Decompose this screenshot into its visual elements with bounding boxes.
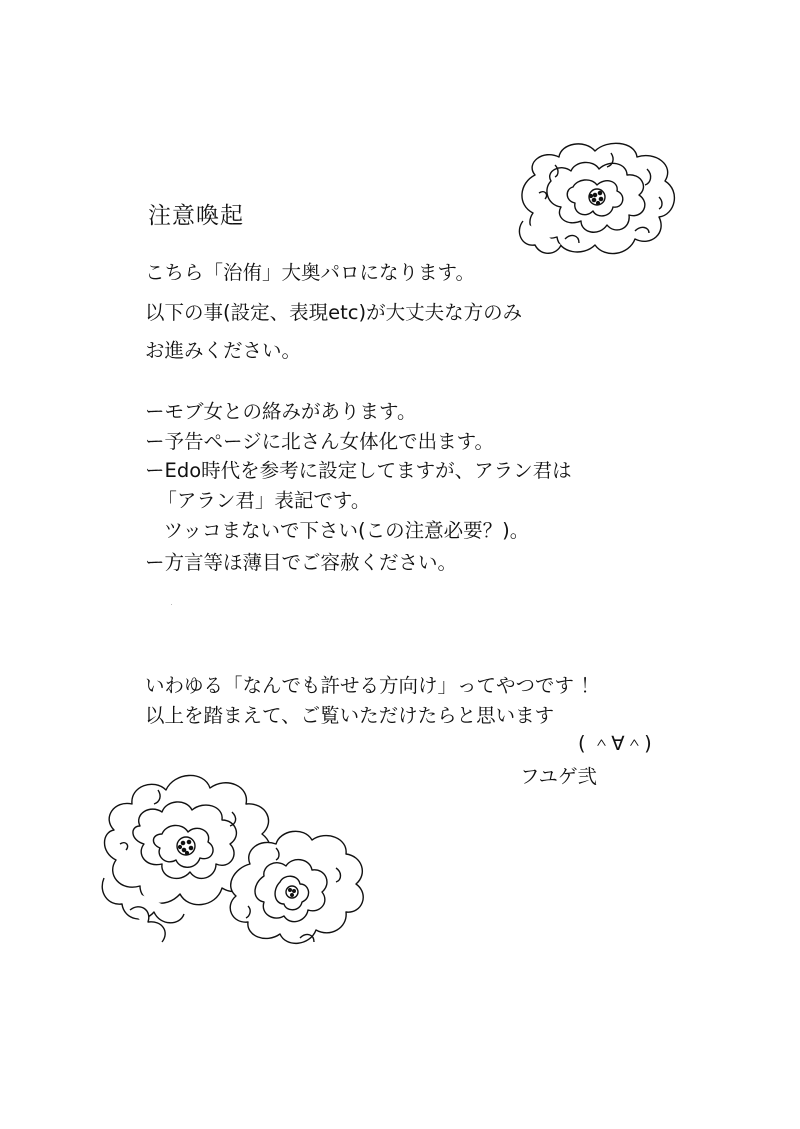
note-line-1: ーモブ女との絡みがあります。 <box>145 400 417 423</box>
page-title: 注意喚起 <box>148 203 244 229</box>
intro-line-3: お進みください。 <box>145 339 302 362</box>
peony-illustration-bottom <box>100 760 390 960</box>
note-line-4: 「アラン君」表記です。 <box>145 489 371 512</box>
scan-speck <box>171 604 172 605</box>
note-line-6: ー方言等ほ薄目でご容赦ください。 <box>145 551 458 574</box>
intro-line-2: 以下の事(設定、表現etc)が大丈夫な方のみ <box>145 301 523 324</box>
note-line-2: ー予告ページに北さん女体化で出ます。 <box>145 430 495 453</box>
peony-illustration-top <box>515 135 685 265</box>
closing-line-1: いわゆる「なんでも許せる方向け」ってやつです ！ <box>145 674 600 697</box>
note-line-3: ーEdo時代を参考に設定してますが、アラン君は <box>145 459 572 482</box>
intro-line-1: こちら「治侑」大奥パロになります。 <box>145 261 475 284</box>
closing-line-2: 以上を踏まえて、ご覧いただけたらと思います <box>145 704 555 727</box>
note-line-5: ツッコまないで下さい(この注意必要？)。 <box>145 519 530 542</box>
author-signature: フユゲ弐 <box>520 765 598 788</box>
emoticon: ( ＾∀＾) <box>578 732 652 755</box>
